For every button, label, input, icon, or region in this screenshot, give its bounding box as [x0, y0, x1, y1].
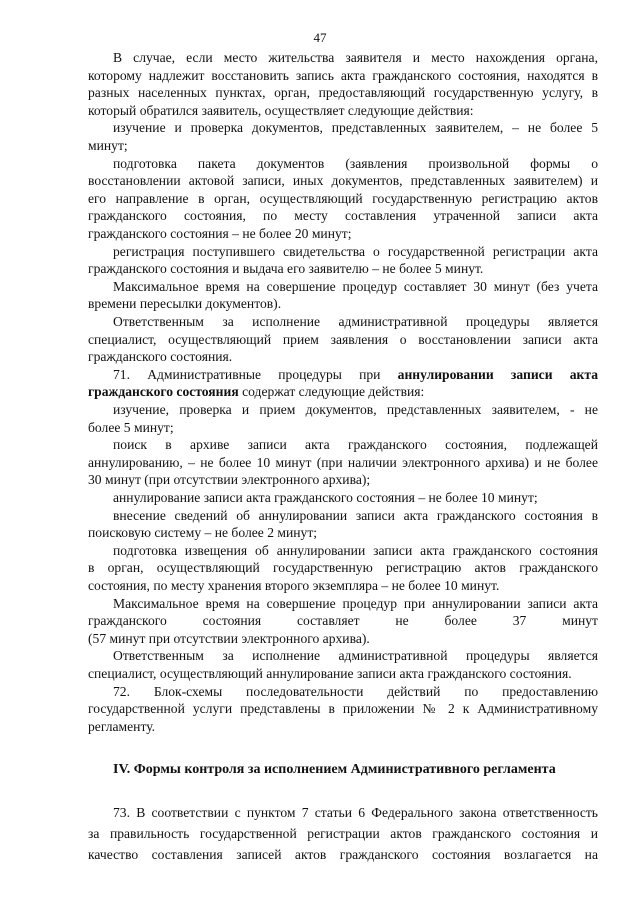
text-line: [88, 846, 598, 863]
text-line: [113, 313, 598, 330]
text-line: [113, 804, 598, 821]
line-text: в орган, осуществляющий государственную регистрацию актов гражданского: [88, 560, 598, 576]
section-heading: IV. Формы контроля за исполнением Административного регламента: [113, 762, 556, 777]
line-text: состояния, по месту хранения второго экземпляра – не более 10 минут.: [88, 578, 500, 593]
line-text: который обратился заявитель, осуществляет следующие действия:: [88, 102, 474, 118]
text-line: [88, 471, 598, 488]
line-text: изучение и проверка документов, представленных заявителем, – не более 5: [113, 120, 598, 136]
text-line: [88, 559, 598, 576]
line-text: внесение сведений об аннулировании записи акта гражданского состояния в: [113, 507, 598, 523]
line-text: качество составления записей актов гражданского состояния возлагается на: [88, 847, 598, 862]
text-line: [88, 260, 598, 277]
text-line: [113, 119, 598, 136]
line-text: аннулирование записи акта гражданского состояния – не более 10 минут;: [113, 490, 538, 505]
line-text: государственной услуги представлены в приложении № 2 к Административному: [88, 701, 598, 717]
line-text: специалист, осуществляющий прием заявления о восстановлении записи акта: [88, 331, 598, 347]
line-text: за правильность государственной регистрации актов гражданского состояния и: [88, 826, 598, 841]
bold-text: аннулировании записи акта: [397, 366, 598, 382]
text-line: [113, 683, 598, 700]
text-line: [113, 243, 598, 260]
line-text: Максимальное время на совершение процедур составляет 30 минут (без учета: [113, 278, 598, 294]
text-line: [113, 542, 598, 559]
text-line: [113, 155, 598, 172]
line-text: 71. Административные процедуры при: [113, 366, 398, 382]
text-line: [88, 137, 598, 154]
line-text: Ответственным за исполнение административной процедуры является: [113, 648, 598, 664]
line-text: гражданского состояния – не более 20 минут;: [88, 226, 352, 241]
line-text: гражданского состояния, по месту составления утраченной записи акта: [88, 208, 598, 224]
line-text: специалист, осуществляющий аннулирование записи акта гражданского состояния.: [88, 666, 572, 681]
text-line: [88, 419, 598, 436]
text-line: [88, 718, 598, 735]
text-line: [88, 190, 598, 207]
line-text: поиск в архиве записи акта гражданского состояния, подлежащей: [113, 437, 598, 453]
line-text: восстановлении актовой записи, иных документов, представленных заявителем) и: [88, 173, 598, 189]
line-text: (57 минут при отсутствии электронного архива).: [88, 630, 370, 646]
text-line: [88, 225, 598, 242]
text-line: [88, 295, 598, 312]
line-text: Ответственным за исполнение административной процедуры является: [113, 314, 598, 329]
line-text: поисковую систему – не более 2 минут;: [88, 525, 318, 541]
text-line: [88, 207, 598, 224]
line-text: минут;: [88, 138, 128, 153]
text-line: [88, 383, 598, 400]
text-line: [113, 366, 598, 383]
line-text: подготовка пакета документов (заявления произвольной формы о: [113, 155, 598, 171]
text-line: [88, 84, 598, 101]
line-text: 73. В соответствии с пунктом 7 статьи 6 Федерального закона ответственность: [113, 805, 598, 820]
line-text: Максимальное время на совершение процедур при аннулировании записи акта: [113, 595, 598, 611]
line-text: 30 минут (при отсутствии электронного архива);: [88, 472, 371, 488]
text-line: [88, 172, 598, 189]
line-text: регистрация поступившего свидетельства о государственной регистрации акта: [113, 243, 598, 259]
line-text: содержат следующие действия:: [238, 384, 425, 400]
text-line: [113, 278, 598, 295]
text-line: [88, 524, 598, 541]
line-text: 72. Блок-схемы последовательности действий по предоставлению: [113, 683, 598, 699]
line-text: подготовка извещения об аннулировании записи акта гражданского состояния: [113, 542, 598, 558]
line-text: времени пересылки документов).: [88, 296, 282, 312]
line-text: регламенту.: [88, 718, 156, 734]
line-text: изучение, проверка и прием документов, представленных заявителем, - не: [113, 402, 598, 417]
line-text: более 5 минут;: [88, 419, 174, 435]
text-line: [88, 331, 598, 348]
line-text: В случае, если место жительства заявителя и место нахождения органа,: [113, 50, 598, 65]
text-line: [88, 348, 598, 365]
line-text: разных населенных пунктах, орган, предоставляющий государственную услугу, в: [88, 85, 598, 101]
text-line: [113, 436, 598, 453]
line-text: его направление в орган, осуществляющий государственную регистрацию актов: [88, 190, 598, 206]
line-text: гражданского состояния.: [88, 349, 233, 365]
page-number: 47: [313, 30, 327, 45]
text-line: [113, 507, 598, 524]
line-text: гражданского состояния составляет не более 37 минут: [88, 613, 598, 629]
line-text: аннулированию, – не более 10 минут (при наличии электронного архива) и не более: [88, 454, 598, 470]
text-line: [88, 825, 598, 842]
text-line: [88, 67, 598, 84]
text-line: [88, 577, 598, 594]
text-line: [113, 49, 598, 66]
text-line: [113, 647, 598, 664]
text-line: [88, 630, 598, 647]
text-line: [88, 454, 598, 471]
text-line: [88, 102, 598, 119]
text-line: [113, 595, 598, 612]
text-line: [113, 401, 598, 418]
text-line: [113, 489, 598, 506]
text-line: [88, 665, 598, 682]
text-line: [88, 700, 598, 717]
line-text: которому надлежит восстановить запись акта гражданского состояния, находятся в: [88, 67, 598, 83]
text-line: [88, 612, 598, 629]
bold-text: гражданского состояния: [88, 384, 239, 400]
line-text: гражданского состояния и выдача его заявителю – не более 5 минут.: [88, 261, 484, 277]
